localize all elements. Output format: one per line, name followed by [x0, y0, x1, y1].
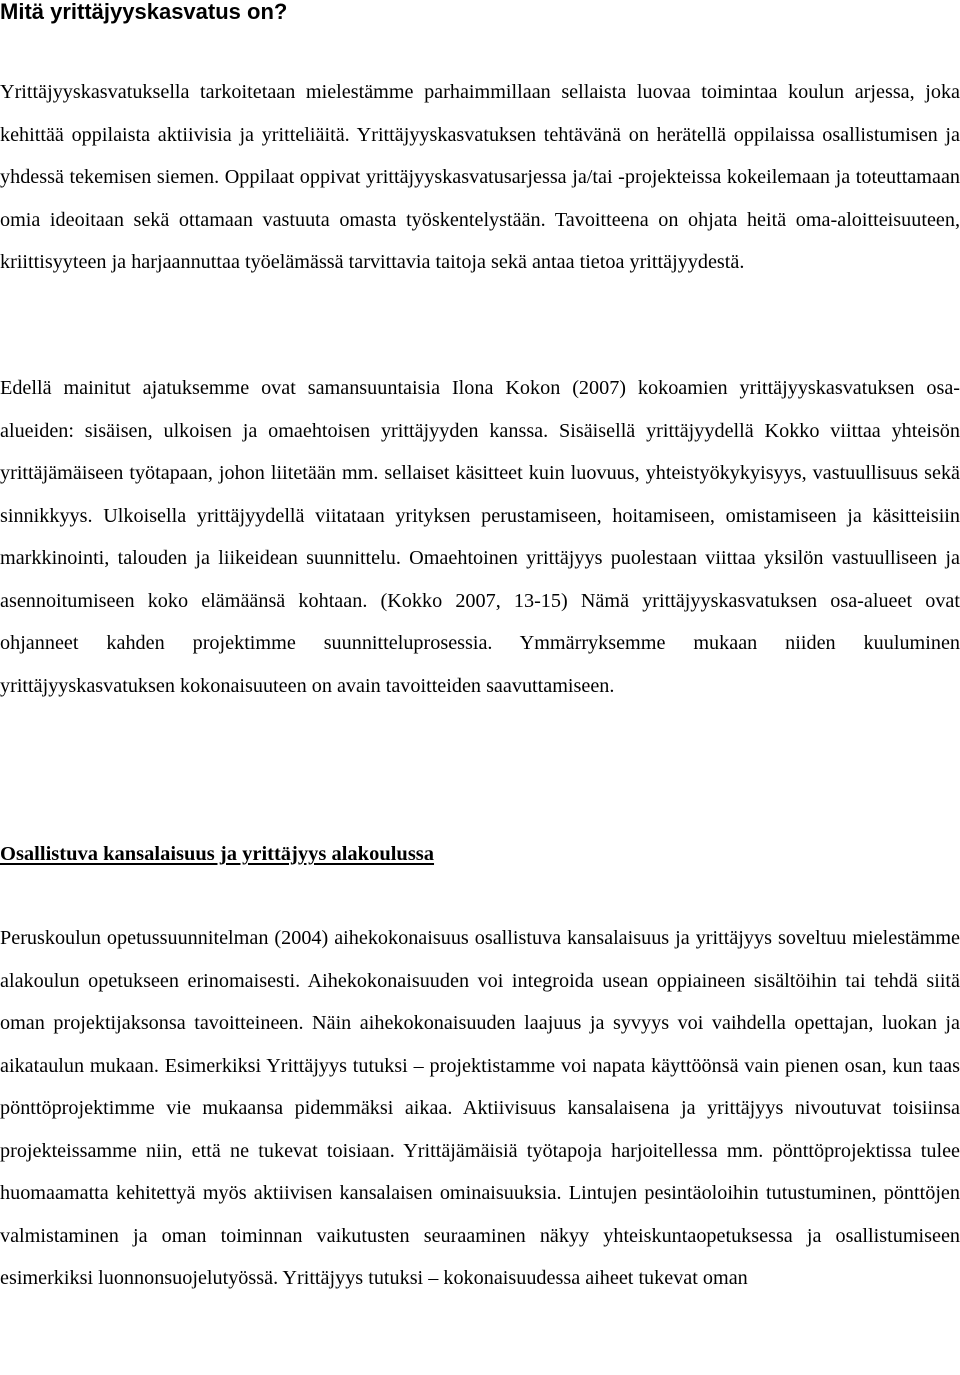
subsection-title: Osallistuva kansalaisuus ja yrittäjyys alakoulussa	[0, 843, 435, 865]
paragraph-curriculum: Peruskoulun opetussuunnitelman (2004) aihekokonaisuus osallistuva kansalaisuus ja yrittäjyys soveltuu mielestämme alakoulun opetukseen erinomaisesti. Aihekokonaisuuden voi integroida usean oppiaineen sisältöihin tai tehdä siitä oman projektijaksonsa tavoitteineen. Näin aihekokonaisuuden laajuus ja syvyys voi vaihdella opettajan, luokan ja aikataulun mukaan. Esimerkiksi Yrittäjyys tutuksi – projektistamme voi napata käyttöönsä vain pienen osan, kun taas pönttöprojektimme vie mukaansa pidemmäksi aikaa. Aktiivisuus kansalaisena ja yrittäjyys nivoutuvat toisiinsa projekteissamme niin, että ne tukevat toisiaan. Yrittäjämäisiä työtapoja harjoitellessa mm. pönttöprojektissa tulee huomaamatta kehitettyä myös aktiivisen kansalaisen ominaisuuksia. Lintujen pesintäoloihin tutustuminen, pönttöjen valmistaminen ja oman toiminnan vaikutusten seuraaminen näkyy yhteiskuntaopetuksessa ja osallistumiseen esimerkiksi luonnonsuojelutyössä. Yrittäjyys tutuksi – kokonaisuudessa aiheet tukevat oman	[0, 927, 960, 1289]
paragraph-intro: Yrittäjyyskasvatuksella tarkoitetaan mielestämme parhaimmillaan sellaista luovaa toimintaa koulun arjessa, joka kehittää oppilaista aktiivisia ja yritteliäitä. Yrittäjyyskasvatuksen tehtävänä on herätellä oppilaissa osallistumisen ja yhdessä tekemisen siemen. Oppilaat oppivat yrittäjyyskasvatusarjessa ja/tai -projekteissa kokeilemaan ja toteuttamaan omia ideoitaan sekä ottamaan vastuuta omasta työskentelystään. Tavoitteena on ohjata heitä oma-aloitteisuuteen, kriittisyyteen ja harjaannuttaa työelämässä tarvittavia taitoja sekä antaa tietoa yrittäjyydestä.	[0, 81, 960, 273]
paragraph-kokko: Edellä mainitut ajatuksemme ovat samansuuntaisia Ilona Kokon (2007) kokoamien yrittäjyyskasvatuksen osa-alueiden: sisäisen, ulkoisen ja omaehtoisen yrittäjyyden kanssa. Sisäisellä yrittäjyydellä Kokko viittaa yhteisön yrittäjämäiseen työtapaan, johon liitetään mm. sellaiset käsitteet kuin luovuus, yhteistyökykyisyys, vastuullisuus sekä sinnikkyys. Ulkoisella yrittäjyydellä viitataan yrityksen perustamiseen, hoitamiseen, omistamiseen ja käsitteisiin markkinointi, talouden ja liikeidean suunnittelu. Omaehtoinen yrittäjyys puolestaan viittaa yksilön vastuulliseen ja asennoitumiseen koko elämäänsä kohtaan. (Kokko 2007, 13-15) Nämä yrittäjyyskasvatuksen osa-alueet ovat ohjanneet kahden projektimme suunnitteluprosessia. Ymmärryksemme mukaan niiden kuuluminen yrittäjyyskasvatuksen kokonaisuuteen on avain tavoitteiden saavuttamiseen.	[0, 377, 960, 697]
section-title: Mitä yrittäjyyskasvatus on?	[0, 0, 288, 24]
